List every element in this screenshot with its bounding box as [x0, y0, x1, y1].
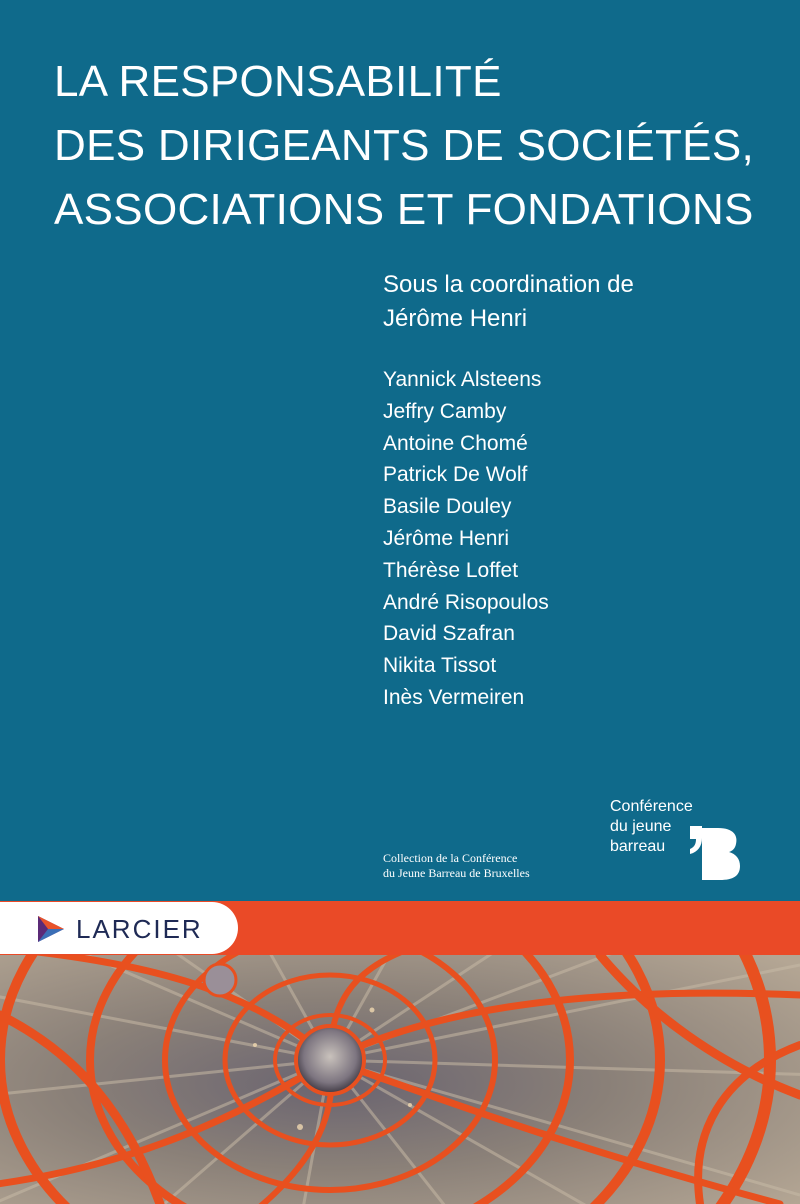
- cjb-line-1: Conférence: [610, 798, 693, 815]
- author-item: Antoine Chomé: [383, 431, 528, 455]
- author-item: Patrick De Wolf: [383, 463, 528, 487]
- coordination-label: Sous la coordination de: [383, 271, 634, 298]
- author-item: André Risopoulos: [383, 590, 549, 614]
- cjb-line-2: du jeune: [610, 818, 672, 835]
- collection-line-1: Collection de la Conférence: [383, 851, 518, 865]
- author-item: Basile Douley: [383, 495, 512, 519]
- title-line-3: ASSOCIATIONS ET FONDATIONS: [54, 185, 754, 234]
- coordinator-name: Jérôme Henri: [383, 305, 528, 332]
- spiral-staircase-photo: [0, 955, 800, 1204]
- collection-note: [383, 851, 530, 881]
- collection-line-2: du Jeune Barreau de Bruxelles: [383, 866, 530, 880]
- author-item: Thérèse Loffet: [383, 558, 519, 582]
- title-line-1: LA RESPONSABILITÉ: [54, 57, 502, 106]
- author-item: Yannick Alsteens: [383, 368, 542, 391]
- cjb-b-logo-icon: [690, 824, 744, 882]
- author-item: David Szafran: [383, 622, 515, 646]
- author-item: Nikita Tissot: [383, 654, 497, 678]
- title-line-2: DES DIRIGEANTS DE SOCIÉTÉS,: [54, 121, 755, 170]
- author-item: Inès Vermeiren: [383, 685, 525, 709]
- publisher-name: LARCIER: [76, 914, 203, 944]
- coordination-block: [383, 268, 634, 336]
- book-title: [54, 50, 754, 242]
- larcier-logo-icon: [36, 914, 66, 944]
- author-item: Jérôme Henri: [383, 526, 510, 550]
- author-list: [383, 364, 549, 714]
- cjb-logo-text: [610, 797, 693, 857]
- author-item: Jeffry Camby: [383, 399, 507, 423]
- cjb-line-3: barreau: [610, 838, 666, 855]
